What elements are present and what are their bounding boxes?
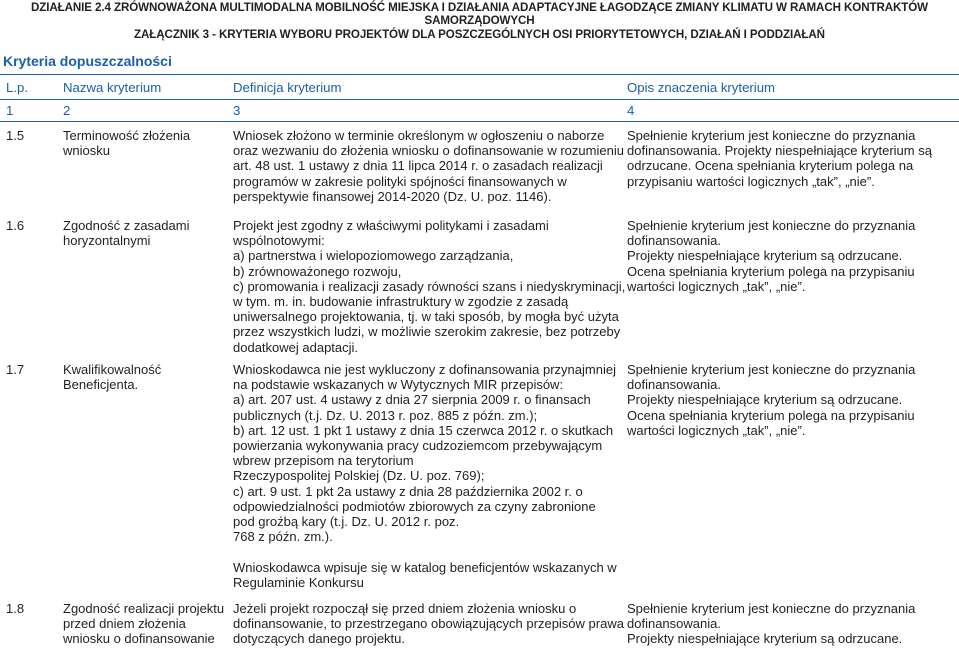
column-number-4: 4 [627,103,635,118]
row-2-name-line: horyzontalnymi [63,233,151,249]
row-3-name [63,362,223,392]
row-3-lp: 1.7 [6,362,25,377]
row-1-description-line: odrzucane. Ocena spełniania kryterium polega na [627,158,914,174]
row-4-definition-line: Jeżeli projekt rozpoczął się przed dniem złożenia wniosku o [233,601,577,616]
row-3-definition-line: odpowiedzialności podmiotów zbiorowych za czyny zabronione [233,498,596,514]
column-header-definition: Definicja kryterium [233,80,342,95]
row-1-definition-line: art. 48 ust. 1 ustawy z dnia 11 lipca 2014 r. o zasadach realizacji [233,158,603,174]
row-2-definition-line: uniwersalnego projektowania, tj. w taki sposób, by mogła być użyta [233,309,619,325]
row-2-name [63,218,223,248]
row-2-description-line: Ocena spełniania kryterium polega na przypisaniu [627,263,915,279]
row-3-description-line: Ocena spełniania kryterium polega na przypisaniu [627,407,915,423]
row-1-definition-line: perspektywie finansowej 2014-2020 (Dz. U. poz. 1146). [233,188,552,204]
header-line-2: ZAŁĄCZNIK 3 - KRYTERIA WYBORU PROJEKTÓW DLA POSZCZEGÓLNYCH OSI PRIORYTETOWYCH, DZIAŁAŃ I PODDZIAŁAŃ [134,27,825,41]
row-1-definition [233,128,623,204]
row-2-lp: 1.6 [6,218,25,233]
row-1-lp: 1.5 [6,128,25,143]
row-3-definition-line: na podstawie wskazanych w Wytycznych MIR przepisów: [233,377,564,393]
row-3-description-line: dofinansowania. [627,377,721,393]
row-1-name-line: Terminowość złożenia [63,128,191,143]
row-3-definition-line: publicznych (t.j. Dz. U. 2013 r. poz. 885 z późn. zm.); [233,407,538,423]
column-number-1: 1 [6,103,14,118]
row-2-description [627,218,957,294]
row-2-definition-line: w tym. m. in. budowanie infrastruktury w zgodzie z zasadą [233,294,569,310]
row-1-description-line: przypisaniu wartości logicznych „tak”, „nie”. [627,173,875,189]
row-3-definition-line [233,544,623,559]
row-3-name-line: Kwalifikowalność [63,362,162,377]
row-2-definition [233,218,626,355]
row-3-description-line: Projekty niespełniające kryterium są odrzucane. [627,392,903,408]
row-1-description-line: dofinansowania. Projekty niespełniające kryterium są [627,143,932,159]
row-1-name [63,128,223,158]
row-3-description-line: Spełnienie kryterium jest konieczne do przyznania [627,362,916,377]
row-2-description-line: dofinansowania. [627,233,721,249]
row-3-definition-line: a) art. 207 ust. 4 ustawy z dnia 27 sierpnia 2009 r. o finansach [233,392,591,408]
row-2-name-line: Zgodność z zasadami [63,218,190,233]
row-3-definition-line: pod groźbą kary (t.j. Dz. U. 2012 r. poz. [233,514,460,530]
row-4-description-line: dofinansowania. [627,616,721,632]
numbering-bottom-rule [0,121,959,122]
row-4-name [63,601,223,647]
header-line-1: DZIAŁANIE 2.4 ZRÓWNOWAŻONA MULTIMODALNA MOBILNOŚĆ MIEJSKA I DZIAŁANIA ADAPTACYJNE ŁAGODZĄCE ZMIANY KLIMATU W RAMACH KONTRAKTÓW SAMORZĄDOWYCH [30,1,929,28]
row-2-definition-line: dodatkowej adaptacji. [233,339,359,355]
row-4-description [627,601,957,647]
row-3-definition-line: Rzeczypospolitej Polskiej (Dz. U. poz. 769); [233,468,485,484]
column-number-3: 3 [233,103,241,118]
row-1-definition-line: Wniosek złożono w terminie określonym w ogłoszeniu o naborze [233,128,605,143]
row-2-definition-line: Projekt jest zgodny z właściwymi politykami i zasadami [233,218,549,233]
row-2-description-line: Spełnienie kryterium jest konieczne do przyznania [627,218,916,233]
row-4-definition-line: dotyczących danego projektu. [233,631,405,647]
row-4-lp: 1.8 [6,601,25,616]
row-3-name-line: Beneficjenta. [63,377,139,393]
row-3-definition-line: Wnioskodawca wpisuje się w katalog beneficjentów wskazanych w [233,559,617,575]
row-4-name-line: przed dniem złożenia [63,616,186,632]
header-bottom-rule [0,99,959,100]
row-1-definition-line: programów w zakresie polityki spójności finansowanych w [233,173,567,189]
column-number-2: 2 [63,103,71,118]
row-2-definition-line: przez wszystkich ludzi, w możliwie szerokim zakresie, bez potrzeby [233,324,621,340]
row-3-definition-line: powierzania wykonywania pracy cudzoziemcom przebywającym [233,438,603,454]
row-4-description-line: Projekty niespełniające kryterium są odrzucane. [627,631,903,647]
row-2-definition-line: b) zrównoważonego rozwoju, [233,263,402,279]
row-4-definition-line: dofinansowanie, to przestrzegano obowiązujących przepisów prawa [233,616,624,632]
row-2-definition-line: a) partnerstwa i wielopoziomowego zarządzania, [233,248,514,264]
column-header-description: Opis znaczenia kryterium [627,80,776,95]
row-3-definition-line: b) art. 12 ust. 1 pkt 1 ustawy z dnia 15 czerwca 2012 r. o skutkach [233,422,614,438]
row-2-definition-line: c) promowania i realizacji zasady równości szans i niedyskryminacji, [233,278,626,294]
row-1-description-line: Spełnienie kryterium jest konieczne do przyznania [627,128,916,143]
row-4-name-line: Zgodność realizacji projektu [63,601,225,616]
row-3-definition-line: Wnioskodawca nie jest wykluczony z dofinansowania przynajmniej [233,362,616,377]
row-1-description [627,128,957,189]
table-top-rule [0,74,959,75]
row-1-name-line: wniosku [63,143,110,159]
row-3-definition-line: c) art. 9 ust. 1 pkt 2a ustawy z dnia 28 października 2002 r. o [233,483,583,499]
row-3-definition-line: wbrew przepisom na terytorium [233,453,414,469]
section-title: Kryteria dopuszczalności [3,53,172,69]
row-3-definition [233,362,623,590]
row-2-description-line: Projekty niespełniające kryterium są odrzucane. [627,248,903,264]
row-4-definition [233,601,623,647]
row-3-description-line: wartości logicznych „tak”, „nie”. [627,422,806,438]
row-4-name-line: wniosku o dofinansowanie [63,631,215,647]
document-header [0,1,959,41]
row-3-definition-line: 768 z późn. zm.). [233,529,333,545]
row-3-definition-line: Regulaminie Konkursu [233,574,364,590]
row-3-description [627,362,957,438]
row-2-description-line: wartości logicznych „tak”, „nie”. [627,278,806,294]
column-header-name: Nazwa kryterium [63,80,162,95]
row-4-description-line: Spełnienie kryterium jest konieczne do przyznania [627,601,916,616]
row-2-definition-line: wspólnotowymi: [233,233,325,249]
column-header-lp: L.p. [6,80,28,95]
row-1-definition-line: oraz wezwaniu do złożenia wniosku o dofinansowanie w rozumieniu [233,143,624,159]
